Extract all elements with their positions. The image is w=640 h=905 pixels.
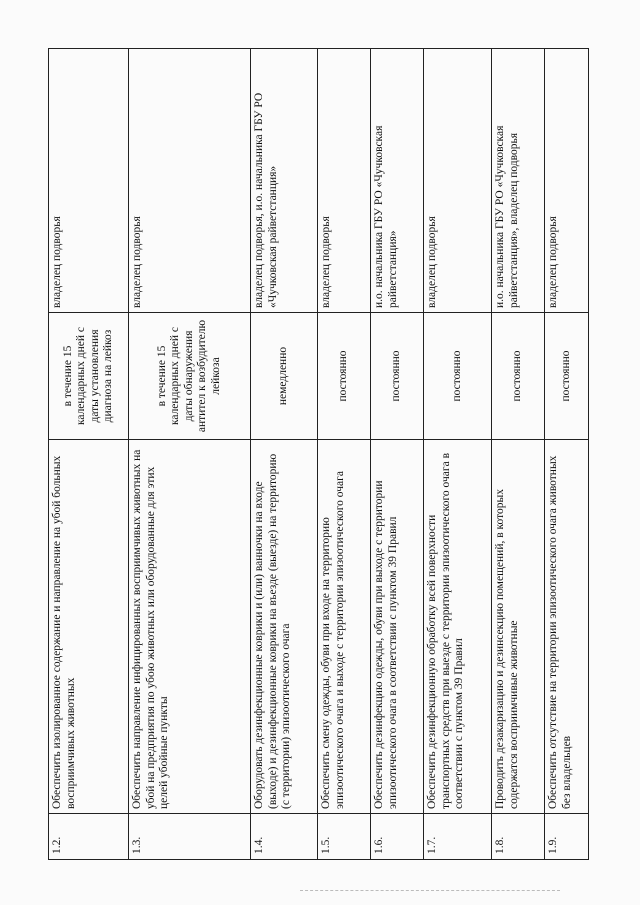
row-action: Обеспечить изолированное содержание и направление на убой больных восприимчивых животных <box>49 440 129 814</box>
row-term: постоянно <box>545 313 589 440</box>
row-number: 1.9. <box>545 814 589 860</box>
row-term: постоянно <box>371 313 424 440</box>
row-number: 1.7. <box>424 814 492 860</box>
row-responsible: и.о. начальника ГБУ РО «Чучковская райветстанция», владелец подворья <box>492 49 545 313</box>
table-row <box>492 49 545 860</box>
table-row <box>424 49 492 860</box>
row-responsible: владелец подворья <box>424 49 492 313</box>
table-row <box>318 49 371 860</box>
row-term: немедленно <box>251 313 318 440</box>
row-action: Оборудовать дезинфекционные коврики и (или) ванночки на входе (выходе) и дезинфекционные коврики на въезде (выезде) на территорию (с территории) эпизоотического очага <box>251 440 318 814</box>
scan-artifact-line <box>300 890 560 897</box>
row-responsible: владелец подворья, и.о. начальника ГБУ РО «Чучковская райветстанция» <box>251 49 318 313</box>
row-responsible: владелец подворья <box>545 49 589 313</box>
row-action: Проводить дезакаризацию и дезинсекцию помещений, в которых содержатся восприимчивые животные <box>492 440 545 814</box>
row-term: в течение 15 календарных дней с даты установления диагноза на лейкоз <box>49 313 129 440</box>
row-action: Обеспечить дезинфекцию одежды, обуви при выходе с территории эпизоотического очага в соответствии с пунктом 39 Правил <box>371 440 424 814</box>
row-action: Обеспечить направление инфицированных восприимчивых животных на убой на предприятия по убою животных или оборудованные для этих целей убойные пункты <box>129 440 251 814</box>
row-number: 1.6. <box>371 814 424 860</box>
measures-table <box>48 48 589 860</box>
row-number: 1.2. <box>49 814 129 860</box>
row-action: Обеспечить дезинфекционную обработку всей поверхности транспортных средств при выезде с территории эпизоотического очага в соответствии с пунктом 39 Правил <box>424 440 492 814</box>
row-term: постоянно <box>424 313 492 440</box>
row-term: постоянно <box>318 313 371 440</box>
row-number: 1.4. <box>251 814 318 860</box>
row-term: в течение 15 календарных дней с даты обнаружения антител к возбудителю лейкоза <box>129 313 251 440</box>
row-number: 1.5. <box>318 814 371 860</box>
table-row <box>49 49 129 860</box>
table-row <box>545 49 589 860</box>
table-row <box>371 49 424 860</box>
row-responsible: и.о. начальника ГБУ РО «Чучковская райветстанция» <box>371 49 424 313</box>
row-term: постоянно <box>492 313 545 440</box>
rotated-table-container <box>48 48 588 860</box>
row-number: 1.3. <box>129 814 251 860</box>
row-responsible: владелец подворья <box>129 49 251 313</box>
table-row <box>129 49 251 860</box>
row-number: 1.8. <box>492 814 545 860</box>
row-action: Обеспечить смену одежды, обуви при входе на территорию эпизоотического очага и выходе с территории эпизоотического очага <box>318 440 371 814</box>
row-responsible: владелец подворья <box>49 49 129 313</box>
row-action: Обеспечить отсутствие на территории эпизоотического очага животных без владельцев <box>545 440 589 814</box>
row-responsible: владелец подворья <box>318 49 371 313</box>
table-row <box>251 49 318 860</box>
measures-table-body <box>49 49 589 860</box>
